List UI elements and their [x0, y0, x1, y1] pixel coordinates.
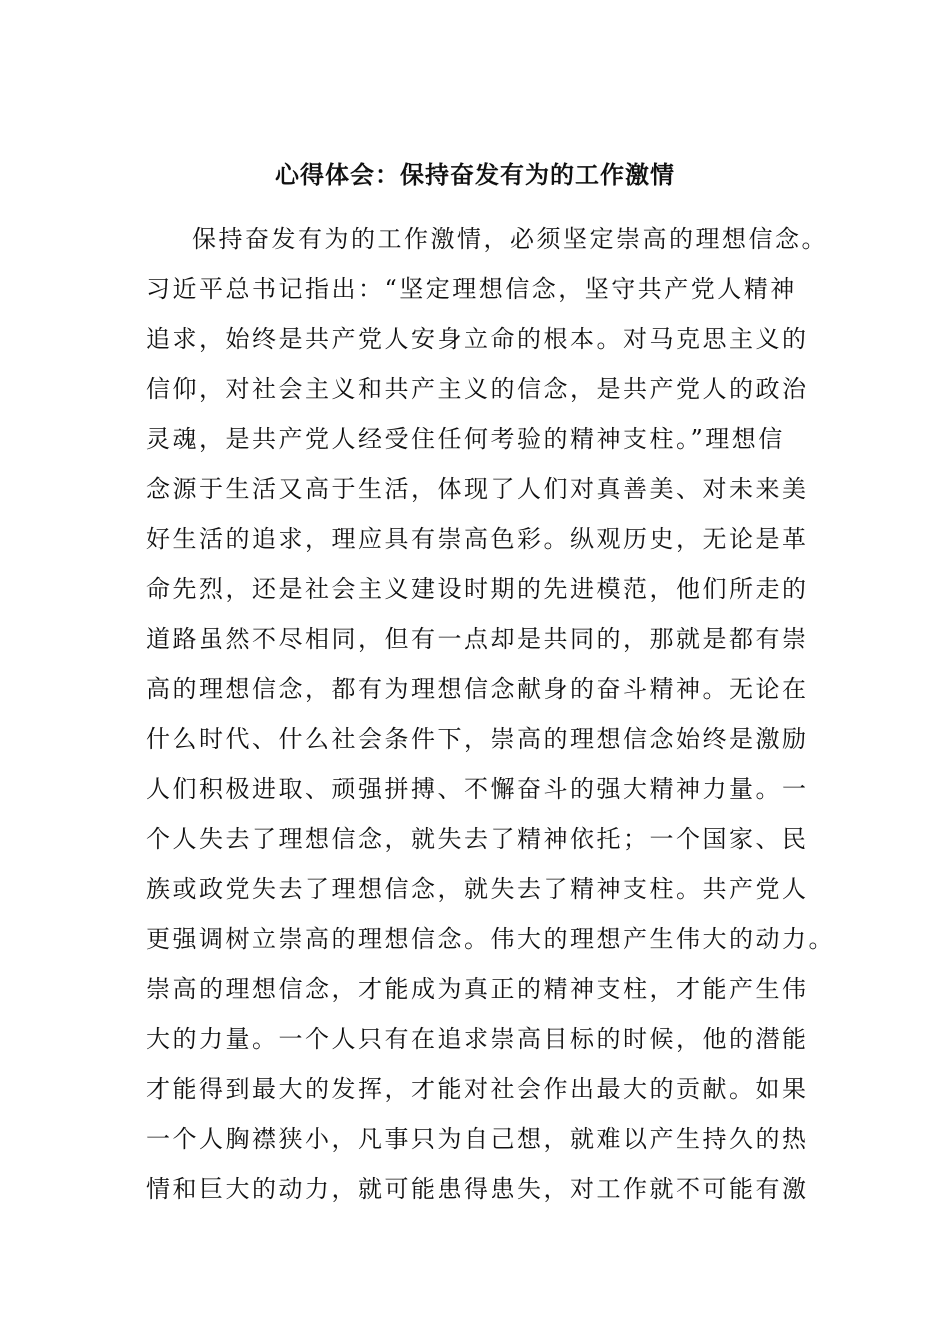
body-line: 追求，始终是共产党人安身立命的根本。对马克思主义的: [146, 325, 809, 353]
body-line: 命先烈，还是社会主义建设时期的先进模范，他们所走的: [146, 575, 809, 603]
document-body: [146, 214, 835, 1214]
body-line: 才能得到最大的发挥，才能对社会作出最大的贡献。如果: [146, 1075, 809, 1103]
body-line: 情和巨大的动力，就可能患得患失，对工作就不可能有激: [146, 1175, 809, 1203]
body-line: 大的力量。一个人只有在追求崇高目标的时候，他的潜能: [146, 1025, 809, 1053]
body-line: 念源于生活又高于生活，体现了人们对真善美、对未来美: [146, 475, 809, 503]
body-line: 信仰，对社会主义和共产主义的信念，是共产党人的政治: [146, 375, 809, 403]
body-line: 人们积极进取、顽强拼搏、不懈奋斗的强大精神力量。一: [146, 775, 809, 803]
document-title: 心得体会：保持奋发有为的工作激情: [275, 160, 675, 189]
body-line: 个人失去了理想信念，就失去了精神依托；一个国家、民: [146, 825, 809, 853]
body-line: 保持奋发有为的工作激情，必须坚定崇高的理想信念。: [192, 225, 828, 253]
body-line: 更强调树立崇高的理想信念。伟大的理想产生伟大的动力。: [146, 925, 835, 953]
body-line: 高的理想信念，都有为理想信念献身的奋斗精神。无论在: [146, 675, 809, 703]
body-line: 一个人胸襟狭小，凡事只为自己想，就难以产生持久的热: [146, 1125, 809, 1153]
body-line: 崇高的理想信念，才能成为真正的精神支柱，才能产生伟: [146, 975, 809, 1003]
body-line: 灵魂，是共产党人经受住任何考验的精神支柱。”理想信: [146, 425, 785, 453]
body-line: 习近平总书记指出：“坚定理想信念，坚守共产党人精神: [146, 275, 797, 303]
body-line: 什么时代、什么社会条件下，崇高的理想信念始终是激励: [146, 725, 809, 753]
body-line: 道路虽然不尽相同，但有一点却是共同的，那就是都有崇: [146, 625, 809, 653]
body-line: 族或政党失去了理想信念，就失去了精神支柱。共产党人: [146, 875, 809, 903]
body-line: 好生活的追求，理应具有崇高色彩。纵观历史，无论是革: [146, 525, 809, 553]
